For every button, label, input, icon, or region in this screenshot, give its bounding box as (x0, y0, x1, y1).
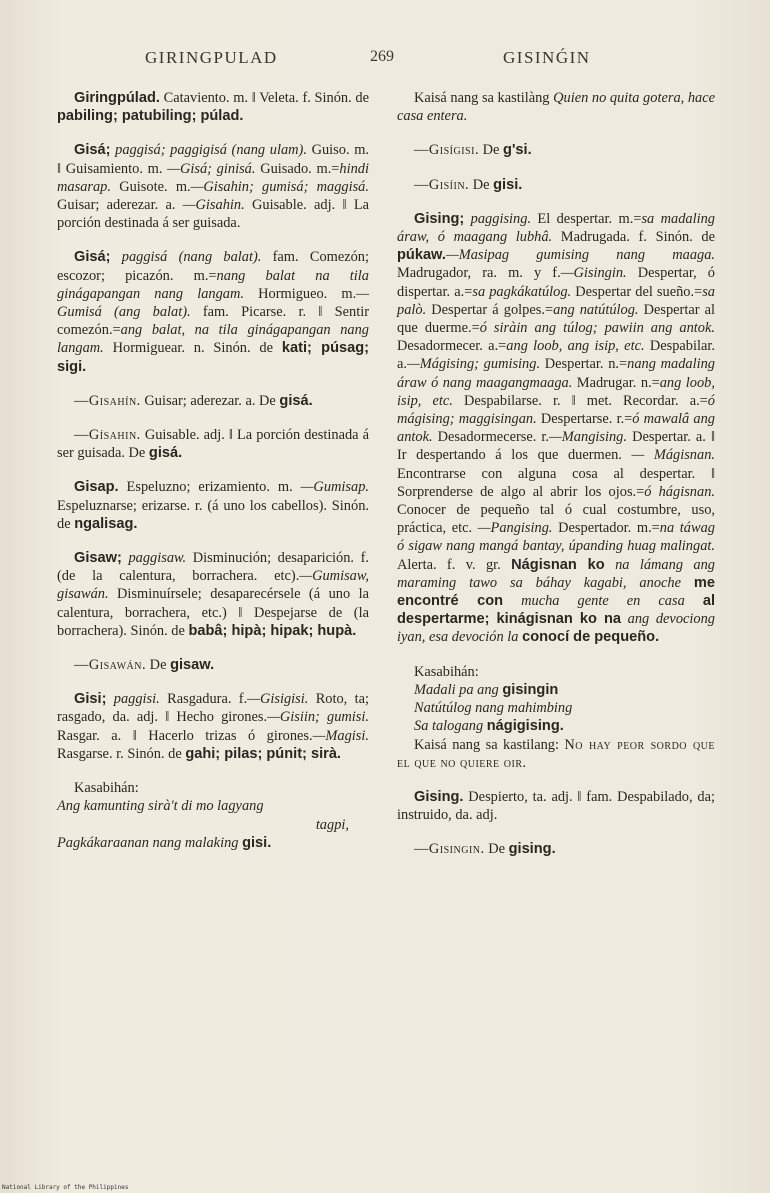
cross-reference: gisá. (148, 445, 183, 462)
tagalog-form: ang loob, ang isip, etc. (506, 338, 645, 355)
definition-text: Madrugar. n.= (572, 374, 660, 391)
definition-text: fam. Comezón; escozor; picazón. m.= (57, 249, 369, 284)
proverb-text: Sa talogang (414, 718, 487, 735)
proverb-line (57, 834, 369, 852)
proverb-line (397, 699, 715, 717)
definition-text: Desadormecerse. r. (432, 429, 550, 446)
subentry-word: —Gísahin. (74, 427, 141, 444)
subentry-word: —Gisawán. (74, 657, 147, 674)
tagalog-form: — Mágisnan. (621, 447, 715, 464)
tagalog-form: —Pangising. (477, 520, 553, 537)
proverb-keyword: nágigising. (486, 718, 564, 735)
definition-text: De (479, 142, 504, 159)
tagalog-form: sa palò. (397, 283, 715, 318)
tagalog-form: sa madaling áraw, ó maagang lubhâ. (397, 210, 716, 246)
synonyms: gahi; pilas; púnit; sirà. (185, 745, 341, 762)
definition-text: Rasgar. a. ‖ Hacerlo trizas ó girones. (57, 727, 313, 744)
example-italic: na lámang ang maraming tawo sa báhay kagabi, anoche (397, 556, 715, 591)
entry-gisa-1 (57, 141, 369, 232)
proverb-text: Natútúlog nang mahimbing (414, 700, 573, 717)
header-left-guideword: GIRINGPULAD (145, 48, 278, 67)
definition-text: Espeluzno; erizamiento. m. (118, 479, 301, 496)
proverb-keyword: gisingin (502, 681, 559, 698)
definition-text: Madrugada. f. Sinón. de (552, 229, 715, 246)
definition-text: Despertar al que duerme.= (397, 301, 715, 337)
definition-text: Rasgarse. r. Sinón. de (57, 745, 186, 762)
page-number: 269 (370, 48, 394, 65)
definition-text: Guisable. adj. ‖ La porción destinada á ser guisada. De (57, 427, 369, 462)
definition-text: Guisado. m.= (255, 160, 340, 177)
tagalog-form: —Gumisaw, gisawán. (57, 568, 369, 603)
continuation-paragraph (397, 89, 715, 125)
tagalog-form: —Gumisá (ang balat). (57, 285, 369, 321)
headword: Gisi; (74, 691, 107, 708)
proverb-equivalent (397, 736, 715, 772)
spanish-proverb: No hay peor sordo que el que no quiere oir. (397, 736, 715, 771)
synonyms: pabiling; patubiling; púlad. (57, 108, 244, 125)
cross-reference: gising. (508, 841, 556, 858)
tagalog-form: nang madaling áraw ó nang maagangmaaga. (397, 356, 716, 391)
definition-text: Espeluznarse; erizarse. r. (á uno los cabellos). Sinón. de (57, 497, 369, 532)
proverb-block (57, 779, 369, 852)
tagalog-form: —Masipag gumising nang maaga. (445, 247, 715, 264)
entry-gisigisi (397, 141, 715, 159)
left-column (57, 86, 369, 868)
tagalog-form: ó mawalâ ang antok. (397, 411, 715, 446)
entry-gisahin (57, 392, 369, 410)
entry-gisiin (397, 176, 715, 194)
definition-text: Despertar. n.= (540, 356, 628, 373)
definition-text: Hormigueo. m. (243, 285, 357, 302)
proverb-block (397, 663, 715, 772)
definition-text: Hormiguear. n. Sinón. de (103, 340, 282, 357)
headword: Gisá; (74, 249, 111, 266)
definition-text: Despierto, ta. adj. ‖ fam. Despabilado, da; instruido, da. adj. (397, 788, 715, 824)
entry-gisawan (57, 656, 369, 674)
definition-text: fam. Picarse. r. ‖ Sentir comezón.= (57, 304, 369, 339)
definition-text: De (484, 841, 509, 858)
example-bold: conocí de pequeño. (522, 629, 660, 646)
tagalog-form: paggisaw. (121, 550, 187, 567)
tagalog-form: —Gisiin; gumisi. (267, 709, 369, 726)
definition-text: Despertar. a. ‖ Ir despertando á los que duermen. (397, 429, 715, 464)
example-bold: al despertarme; kinágisnan ko na (397, 593, 715, 628)
definition-text: Desadormecer. a.= (397, 338, 507, 355)
headword: Gisap. (74, 479, 119, 496)
tagalog-form: —Gisahin. (182, 197, 245, 214)
proverb-text: Ang kamunting sirà't di mo lagyang (57, 798, 264, 815)
proverb-text: Madali pa ang (414, 681, 503, 698)
definition-text: Kaisá nang sa kastilàng (414, 90, 554, 106)
tagalog-form: ang balat, na tila ginágapangan nang langam. (57, 322, 369, 357)
cross-reference: gisá. (279, 392, 313, 409)
proverb-label: Kasabihán: (74, 780, 139, 797)
tagalog-form: paggising. (464, 210, 532, 227)
tagalog-form: paggisá (nang balat). (110, 249, 262, 266)
definition-text: Guisar; aderezar. a. De (140, 392, 280, 409)
definition-text: El despertar. m.= (531, 210, 642, 227)
definition-text: Guisable. adj. ‖ La porción destinada á ser guisada. (57, 197, 369, 232)
entry-gising-2 (397, 788, 715, 824)
definition-text: Despertar á golpes.= (426, 301, 554, 318)
headword: Giringpúlad. (74, 90, 160, 106)
definition-text: Despertador. m.= (552, 520, 660, 537)
running-header (0, 42, 770, 72)
tagalog-form: ó siràin ang túlog; pawiin ang antok. (479, 320, 715, 337)
entry-gisi (57, 690, 369, 763)
headword: Gising. (414, 788, 464, 805)
cross-reference: g'si. (503, 142, 532, 159)
definition-text: Guisote. m. (110, 178, 191, 195)
definition-text: Cataviento. m. ‖ Veleta. f. Sinón. de (159, 90, 369, 106)
definition-text: Disminuírsele; desaparecérsele (á uno la calentura, borrachera, etc.) ‖ Despejarse de (la borrachera). Sinón. de (57, 586, 369, 639)
subentry-word: —Gisingin. (414, 841, 485, 858)
tagalog-form: —Gumisap. (300, 479, 369, 496)
tagalog-form: —Magisi. (312, 727, 369, 744)
entry-gising-1 (397, 210, 715, 647)
proverb-text: tagpi, (315, 816, 349, 833)
entry-gisahin-2 (57, 426, 369, 462)
tagalog-form: sa pagkákatúlog. (472, 283, 572, 300)
tagalog-form: —Gisigisi. (247, 691, 309, 708)
tagalog-form: hindi masarap. (57, 160, 369, 195)
synonyms: kati; púsag; sigi. (57, 340, 369, 375)
proverb-label: Kasabihán: (414, 663, 479, 680)
proverb-line (57, 797, 369, 815)
entry-gisa-2 (57, 248, 369, 375)
tagalog-form: —Mágising; gumising. (407, 356, 541, 373)
entry-gisaw (57, 549, 369, 640)
right-column (397, 86, 715, 875)
tagalog-form: —Mangising. (549, 429, 627, 446)
tagalog-form: —Gisingin. (560, 265, 627, 282)
tagalog-form: paggisá; paggigisá (nang ulam). (110, 142, 307, 159)
proverb-line (397, 681, 715, 699)
header-right-guideword: GISINǴIN (503, 48, 591, 67)
tagalog-form: ang natútúlog. (553, 301, 639, 318)
definition-text: Despertarse. r.= (536, 411, 633, 428)
definition-text: Kaisá nang sa kastilang: (414, 736, 565, 753)
entry-giringpulad (57, 89, 369, 125)
spanish-proverb: Quien no quita gotera, hace casa entera. (397, 90, 715, 125)
cross-reference: gisi. (493, 176, 523, 193)
definition-text: Conocer de pequeño tal ó cual costumbre, uso, práctica, etc. (397, 502, 715, 537)
definition-text: Alerta. f. v. gr. (397, 556, 512, 573)
example-bold: me encontré con (397, 574, 715, 610)
synonyms: babâ; hipà; hipak; hupà. (188, 622, 357, 639)
definition-text: Encontrarse con alguna cosa al despertar. ‖ Sorprenderse de algo al abrir los ojos.= (397, 465, 715, 500)
definition-text: Guisar; aderezar. a. (57, 197, 183, 214)
proverb-keyword: gisi. (242, 834, 272, 851)
tagalog-form: ó hágisnan. (644, 483, 715, 500)
definition-text: Rasgadura. f. (159, 691, 248, 708)
example-italic: mucha gente en casa (503, 593, 703, 610)
library-watermark: National Library of the Philippines (2, 1184, 129, 1191)
definition-text: Madrugador, ra. m. y f. (397, 265, 561, 282)
definition-text: De (469, 176, 494, 193)
tagalog-form: nang balat na tila ginágapangan nang langam. (57, 267, 369, 302)
tagalog-form: ang loob, isip, etc. (397, 374, 715, 409)
cross-reference: gisaw. (170, 657, 215, 674)
definition-text: Roto, ta; rasgado, da. adj. ‖ Hecho girones. (57, 691, 370, 726)
definition-text: Despabilarse. r. ‖ met. Recordar. a.= (452, 392, 708, 409)
entry-gisingin (397, 840, 715, 858)
definition-text: Disminución; desaparición. f. (de la calentura, borrachera. etc). (57, 550, 369, 585)
example-italic: ang devociong iyan, esa devoción la (397, 611, 715, 646)
subentry-word: —Gisahín. (74, 392, 141, 409)
proverb-line (397, 717, 715, 735)
headword: Gisá; (74, 142, 111, 159)
definition-text: Guiso. m. ‖ Guisamiento. m. (57, 142, 370, 177)
tagalog-form: —Gisá; ginisá. (167, 160, 256, 177)
definition-text: De (146, 657, 171, 674)
example-bold: Nágisnan ko (511, 556, 605, 573)
tagalog-form: na táwag ó sigaw nang mangá bantay, úpanding huag malingat. (397, 520, 715, 555)
proverb-line (57, 816, 369, 834)
definition-text: Despabilar. a. (397, 338, 715, 373)
synonyms: púkaw. (397, 247, 446, 264)
synonyms: ngalisag. (74, 515, 138, 532)
subentry-word: —Gisígisi. (414, 142, 480, 159)
headword: Gisaw; (74, 550, 122, 567)
entry-gisap (57, 478, 369, 533)
tagalog-form: paggisi. (106, 691, 160, 708)
tagalog-form: ó mágising; maggisingan. (397, 392, 715, 428)
headword: Gising; (414, 210, 465, 227)
proverb-text: Pagkákaraanan nang malaking (57, 834, 243, 851)
definition-text: Despertar del sueño.= (571, 283, 703, 300)
tagalog-form: —Gisahin; gumisá; maggisá. (190, 178, 369, 195)
definition-text: Despertar, ó dispertar. a.= (397, 265, 715, 300)
subentry-word: —Gisíin. (414, 176, 470, 193)
